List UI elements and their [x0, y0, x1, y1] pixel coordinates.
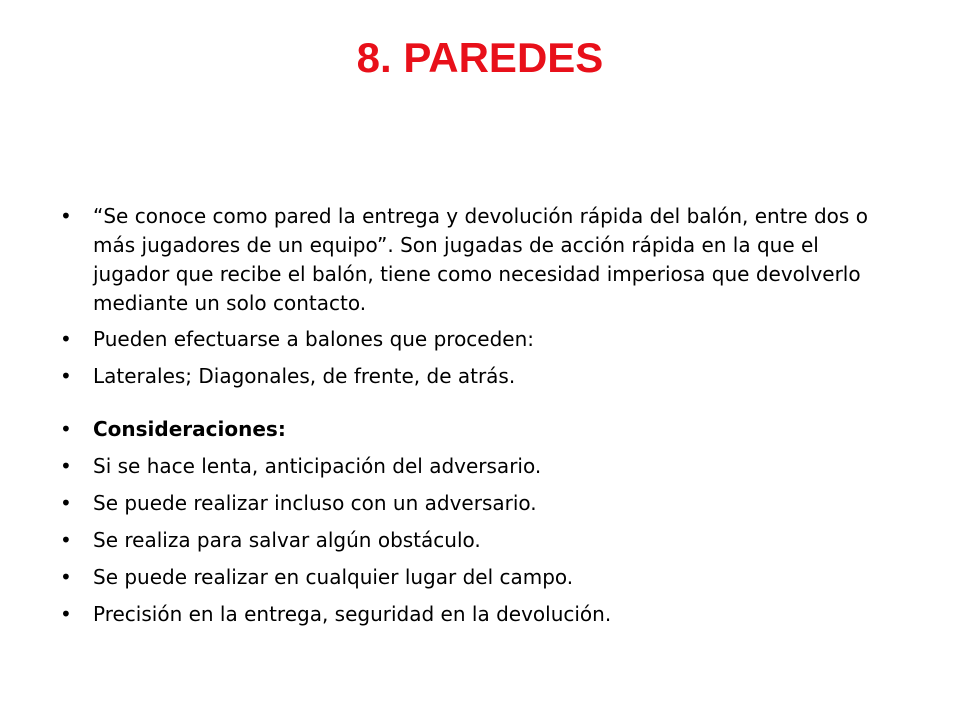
- bullet-item-adversario: [60, 489, 890, 518]
- bullet-item-proceden: [60, 325, 890, 354]
- bullet-list: [60, 202, 890, 637]
- bullet-icon: •: [60, 364, 72, 388]
- bullet-item-definition: [60, 202, 890, 318]
- bullet-icon: •: [60, 327, 72, 351]
- bullet-icon: •: [60, 491, 72, 515]
- bullet-icon: •: [60, 565, 72, 589]
- bullet-icon: •: [60, 528, 72, 552]
- bullet-text: Se puede realizar incluso con un adversario.: [93, 491, 537, 515]
- bullet-icon: •: [60, 417, 72, 441]
- bullet-item-obstaculo: [60, 526, 890, 555]
- bullet-text: Laterales; Diagonales, de frente, de atrás.: [93, 364, 516, 388]
- bullet-item-precision: [60, 600, 890, 629]
- bullet-icon: •: [60, 454, 72, 478]
- bullet-item-campo: [60, 563, 890, 592]
- bullet-item-lenta: [60, 452, 890, 481]
- bullet-text: Precisión en la entrega, seguridad en la devolución.: [93, 602, 612, 626]
- bullet-icon: •: [60, 204, 72, 228]
- bullet-item-consideraciones: [60, 415, 890, 444]
- bullet-text: Si se hace lenta, anticipación del adversario.: [93, 454, 542, 478]
- bullet-icon: •: [60, 602, 72, 626]
- bullet-text: “Se conoce como pared la entrega y devolución rápida del balón, entre dos o más jugadores de un equipo”. Son jugadas de acción rápida en la que el jugador que recibe el balón, tiene como necesidad imperiosa que devolverlo mediante un solo contacto.: [93, 204, 868, 315]
- bullet-item-laterales: [60, 362, 890, 391]
- bullet-text: Pueden efectuarse a balones que proceden:: [93, 327, 535, 351]
- bullet-text: Se realiza para salvar algún obstáculo.: [93, 528, 481, 552]
- bullet-heading: Consideraciones:: [93, 417, 286, 441]
- bullet-text: Se puede realizar en cualquier lugar del campo.: [93, 565, 574, 589]
- slide-title: 8. PAREDES: [356, 34, 604, 81]
